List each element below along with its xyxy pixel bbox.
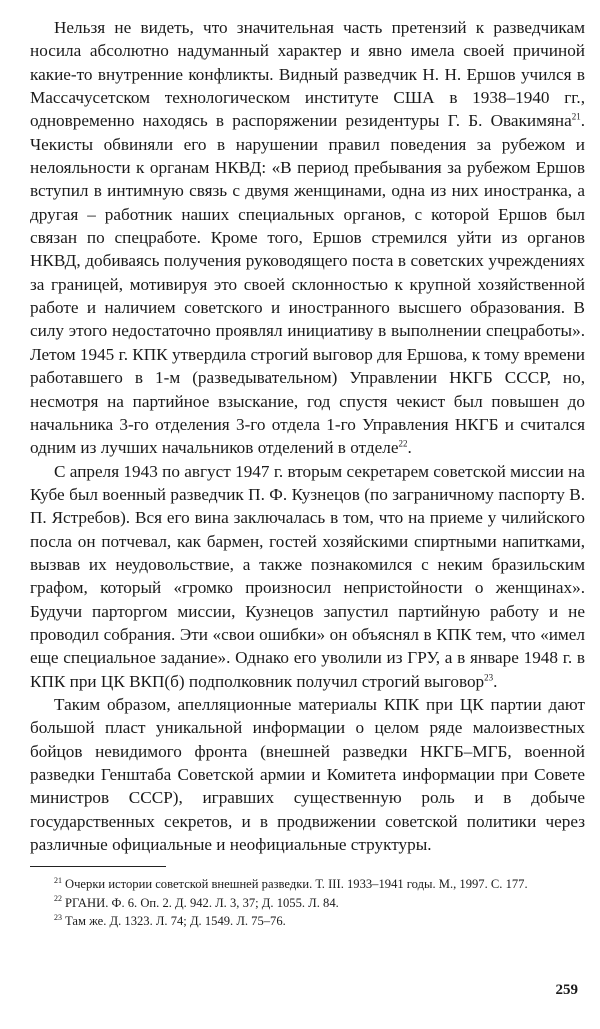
text-run: С апреля 1943 по август 1947 г. вторым секретарем советской миссии на Кубе был военный разведчик П. Ф. Кузнецов (по заграничному паспорту В. П. Ястребов). Вся его вина заключалась в том, что на приеме у чилийского посла он потчевал, как бармен, гостей хозяйскими спиртными напитками, вызвав их неудовольствие, а также познакомился с неким бразильским графом, который «громко произносил непристойности о женщинах». Будучи парторгом миссии, Кузнецов запустил партийную работу и не проводил собрания. Эти «свои ошибки» он объяснял в КПК тем, что «имел еще специальное задание». Однако его уволили из ГРУ, а в январе 1948 г. в КПК при ЦК ВКП(б) подполковник получил строгий выговор (30, 461, 585, 691)
paragraph (30, 16, 585, 460)
footnote-text: Очерки истории советской внешней разведки. Т. III. 1933–1941 годы. М., 1997. С. 177. (65, 877, 528, 891)
text-run: . (407, 438, 412, 458)
text-run: Таким образом, апелляционные материалы КПК при ЦК партии дают большой пласт уникальной информации о целом ряде малоизвестных бойцов невидимого фронта (внешней разведки НКГБ–МГБ, военной разведки Генштаба Советской армии и Комитета информации при Совете министров СССР), игравших существенную роль и в добыче государственных секретов, и в продвижении советской политики через различные официальные и неофициальные структуры. (30, 694, 585, 855)
footnote-number: 21 (54, 875, 62, 885)
footnote-ref: 22 (398, 438, 408, 449)
text-run: . Чекисты обвиняли его в нарушении правил поведения за рубежом и нелояльности к органам НКВД: «В период пребывания за рубежом Ершов вступил в интимную связь с двумя женщинами, одна из них иностранка, а другая – работник наших специальных органов, с которой Ершов был связан по спецработе. Кроме того, Ершов стремился уйти из органов НКВД, добиваясь получения руководящего поста в советских учреждениях за границей, мотивируя это своей склонностью к крупной хозяйственной работе и наличием советского и иностранного высшего образования. В силу этого недостаточно проявлял инициативу в выполнении спецработы». Летом 1945 г. КПК утвердила строгий выговор для Ершова, к тому времени работавшего в 1-м (разведывательном) Управлении НКГБ СССР, но, несмотря на партийное взыскание, год спустя чекист был повышен до начальника 3-го отделения 3-го отдела 1-го Управления НКГБ и считался одним из лучших начальников отделений в отделе (30, 111, 585, 458)
text-run: . (493, 671, 498, 691)
paragraph (30, 460, 585, 693)
footnote-ref: 23 (484, 671, 494, 682)
footnote (30, 875, 585, 894)
text-run: Нельзя не видеть, что значительная часть претензий к разведчикам носила абсолютно надуманный характер и явно имела своей причиной какие-то внутренние конфликты. Видный разведчик Н. Н. Ершов учился в Массачусетском технологическом институте США в 1938–1940 гг., одновременно находясь в распоряжении резидентуры Г. Б. Овакимяна (30, 18, 585, 131)
footnote-ref: 21 (571, 111, 581, 122)
footnotes (30, 875, 585, 931)
footnote (30, 912, 585, 931)
footnote-separator (30, 866, 166, 867)
footnote (30, 894, 585, 913)
footnote-number: 22 (54, 894, 62, 904)
footnote-text: Там же. Д. 1323. Л. 74; Д. 1549. Л. 75–76. (65, 914, 286, 929)
footnote-number: 23 (54, 913, 62, 922)
page-number: 259 (555, 982, 578, 998)
paragraph (30, 693, 585, 856)
main-text (30, 16, 585, 856)
footnote-text: РГАНИ. Ф. 6. Оп. 2. Д. 942. Л. 3, 37; Д. 1055. Л. 84. (65, 895, 339, 910)
